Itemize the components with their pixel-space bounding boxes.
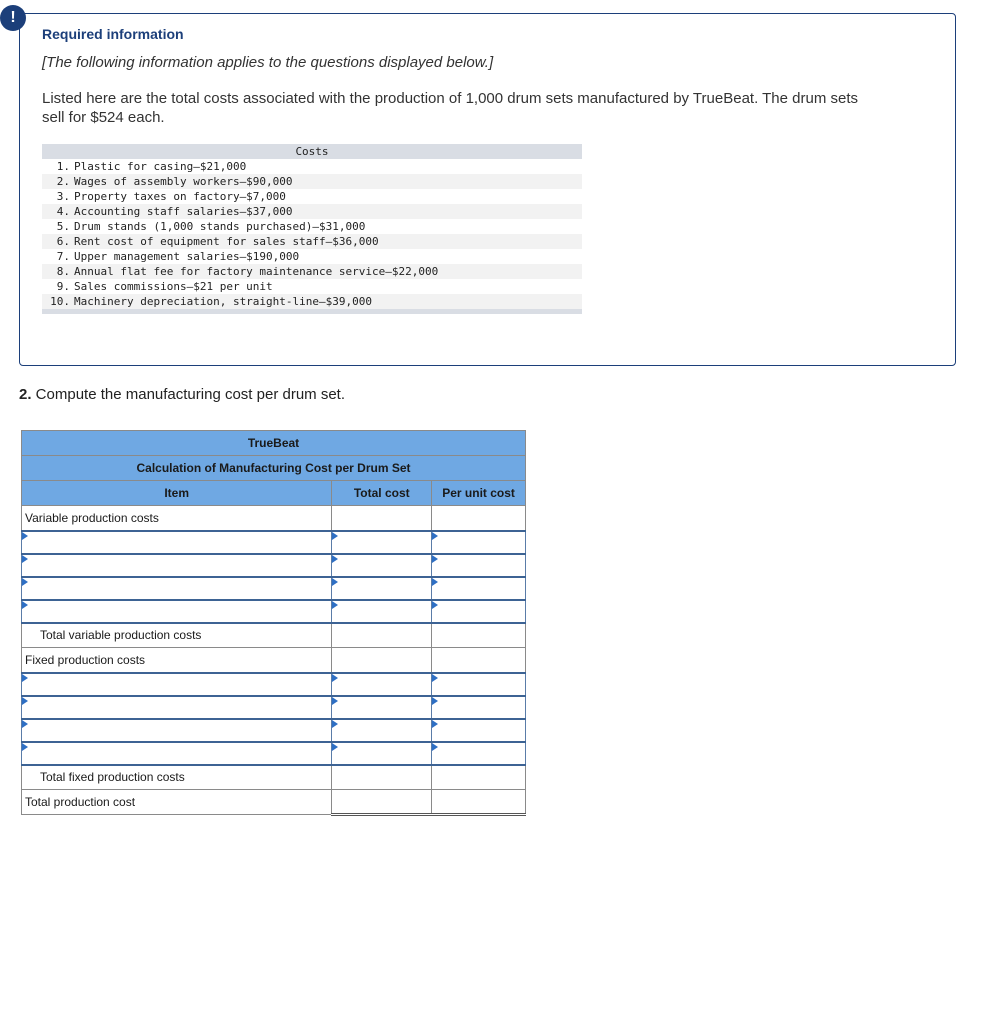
per-unit-cost-input[interactable] xyxy=(432,554,529,577)
total-production-cost-input[interactable] xyxy=(332,793,435,810)
cost-row xyxy=(42,159,582,174)
variable-item-input[interactable] xyxy=(22,600,332,623)
variable-total-input[interactable] xyxy=(332,554,432,577)
total-variable-unit-cell[interactable] xyxy=(432,623,526,648)
variable-costs-label: Variable production costs xyxy=(22,506,332,531)
cost-row xyxy=(42,279,582,294)
costs-table-footer xyxy=(42,309,582,314)
variable-cost-row xyxy=(22,554,526,577)
fixed-cost-row xyxy=(22,673,526,696)
item-dropdown[interactable] xyxy=(22,554,335,577)
fixed-unit-input[interactable] xyxy=(432,673,526,696)
variable-unit-input[interactable] xyxy=(432,600,526,623)
total-cost-input[interactable] xyxy=(332,742,435,765)
empty-cell xyxy=(332,648,432,673)
cost-text: Rent cost of equipment for sales staff—$36,000 xyxy=(74,234,582,249)
column-header-total-cost: Total cost xyxy=(332,481,432,506)
fixed-item-input[interactable] xyxy=(22,742,332,765)
info-title: Required information xyxy=(42,26,184,42)
cost-text: Wages of assembly workers—$90,000 xyxy=(74,174,582,189)
item-dropdown[interactable] xyxy=(22,531,335,554)
per-unit-cost-input[interactable] xyxy=(432,742,529,765)
variable-item-input[interactable] xyxy=(22,554,332,577)
fixed-cost-row xyxy=(22,696,526,719)
column-header-item: Item xyxy=(22,481,332,506)
empty-cell xyxy=(432,506,526,531)
cost-number: 4. xyxy=(42,204,74,219)
total-variable-cost-cell[interactable] xyxy=(332,623,432,648)
total-production-unit-input[interactable] xyxy=(432,793,529,810)
fixed-total-input[interactable] xyxy=(332,719,432,742)
info-description: Listed here are the total costs associated with the production of 1,000 drum sets manufactured by TrueBeat. The drum sets sell for $524 each. xyxy=(42,90,859,126)
item-dropdown[interactable] xyxy=(22,696,335,719)
question-number: 2. xyxy=(19,386,32,403)
item-dropdown[interactable] xyxy=(22,673,335,696)
cost-text: Sales commissions—$21 per unit xyxy=(74,280,273,293)
total-variable-unit-input[interactable] xyxy=(432,627,529,644)
total-fixed-label: Total fixed production costs xyxy=(22,765,332,790)
variable-item-input[interactable] xyxy=(22,531,332,554)
column-header-per-unit-cost: Per unit cost xyxy=(432,481,526,506)
table-company-name: TrueBeat xyxy=(22,431,526,456)
cost-number: 2. xyxy=(42,174,74,189)
cost-row xyxy=(42,204,582,219)
cost-text: Accounting staff salaries—$37,000 xyxy=(74,204,582,219)
fixed-item-input[interactable] xyxy=(22,719,332,742)
fixed-unit-input[interactable] xyxy=(432,696,526,719)
fixed-total-input[interactable] xyxy=(332,696,432,719)
costs-header: Costs xyxy=(42,144,582,159)
item-dropdown[interactable] xyxy=(22,719,335,742)
cost-row xyxy=(42,249,582,264)
per-unit-cost-input[interactable] xyxy=(432,673,529,696)
total-cost-input[interactable] xyxy=(332,577,435,600)
item-dropdown[interactable] xyxy=(22,600,335,623)
total-production-cost-cell[interactable] xyxy=(332,790,432,815)
costs-table xyxy=(42,144,582,314)
info-subtitle: [The following information applies to the questions displayed below.] xyxy=(42,54,494,71)
cost-text: Plastic for casing—$21,000 xyxy=(74,160,247,173)
total-cost-input[interactable] xyxy=(332,600,435,623)
total-cost-input[interactable] xyxy=(332,673,435,696)
variable-cost-row xyxy=(22,531,526,554)
cost-number: 9. xyxy=(56,280,70,293)
per-unit-cost-input[interactable] xyxy=(432,600,529,623)
cost-row xyxy=(42,264,582,279)
fixed-unit-input[interactable] xyxy=(432,719,526,742)
variable-total-input[interactable] xyxy=(332,600,432,623)
fixed-total-input[interactable] xyxy=(332,673,432,696)
total-production-label: Total production cost xyxy=(22,790,332,815)
cost-number: 6. xyxy=(42,234,74,249)
cost-row xyxy=(42,219,582,234)
total-variable-label: Total variable production costs xyxy=(22,623,332,648)
total-production-unit-cell[interactable] xyxy=(432,790,526,815)
variable-unit-input[interactable] xyxy=(432,554,526,577)
cost-number: 1. xyxy=(56,160,70,173)
empty-cell xyxy=(432,648,526,673)
per-unit-cost-input[interactable] xyxy=(432,577,529,600)
variable-total-input[interactable] xyxy=(332,577,432,600)
total-fixed-cost-cell[interactable] xyxy=(332,765,432,790)
total-cost-input[interactable] xyxy=(332,696,435,719)
total-cost-input[interactable] xyxy=(332,531,435,554)
question-text: Compute the manufacturing cost per drum set. xyxy=(31,386,345,403)
total-fixed-cost-input[interactable] xyxy=(332,769,435,786)
total-fixed-unit-cell[interactable] xyxy=(432,765,526,790)
per-unit-cost-input[interactable] xyxy=(432,696,529,719)
cost-text: Upper management salaries—$190,000 xyxy=(74,250,300,263)
per-unit-cost-input[interactable] xyxy=(432,531,529,554)
cost-text: Property taxes on factory—$7,000 xyxy=(74,190,286,203)
fixed-cost-row xyxy=(22,742,526,765)
variable-cost-row xyxy=(22,600,526,623)
cost-number: 3. xyxy=(56,190,70,203)
total-variable-cost-input[interactable] xyxy=(332,627,435,644)
cost-number: 5. xyxy=(56,220,70,233)
cost-row xyxy=(42,189,582,204)
fixed-item-input[interactable] xyxy=(22,696,332,719)
cost-text: Annual flat fee for factory maintenance service—$22,000 xyxy=(74,264,582,279)
variable-cost-row xyxy=(22,577,526,600)
variable-unit-input[interactable] xyxy=(432,531,526,554)
cost-text: Machinery depreciation, straight-line—$39,000 xyxy=(74,294,582,309)
question-prompt xyxy=(19,386,345,403)
total-cost-input[interactable] xyxy=(332,719,435,742)
variable-total-input[interactable] xyxy=(332,531,432,554)
total-cost-input[interactable] xyxy=(332,554,435,577)
fixed-costs-label: Fixed production costs xyxy=(22,648,332,673)
total-fixed-unit-input[interactable] xyxy=(432,769,529,786)
cost-number: 8. xyxy=(42,264,74,279)
fixed-unit-input[interactable] xyxy=(432,742,526,765)
empty-cell xyxy=(332,506,432,531)
cost-row xyxy=(42,174,582,189)
item-dropdown[interactable] xyxy=(22,742,335,765)
fixed-item-input[interactable] xyxy=(22,673,332,696)
manufacturing-cost-table xyxy=(21,430,526,816)
per-unit-cost-input[interactable] xyxy=(432,719,529,742)
cost-number: 7. xyxy=(56,250,70,263)
variable-item-input[interactable] xyxy=(22,577,332,600)
alert-icon: ! xyxy=(0,5,26,31)
fixed-total-input[interactable] xyxy=(332,742,432,765)
cost-row xyxy=(42,234,582,249)
cost-row xyxy=(42,294,582,309)
table-title: Calculation of Manufacturing Cost per Drum Set xyxy=(22,456,526,481)
cost-text: Drum stands (1,000 stands purchased)—$31,000 xyxy=(74,220,366,233)
fixed-cost-row xyxy=(22,719,526,742)
variable-unit-input[interactable] xyxy=(432,577,526,600)
cost-number: 10. xyxy=(42,294,74,309)
item-dropdown[interactable] xyxy=(22,577,335,600)
